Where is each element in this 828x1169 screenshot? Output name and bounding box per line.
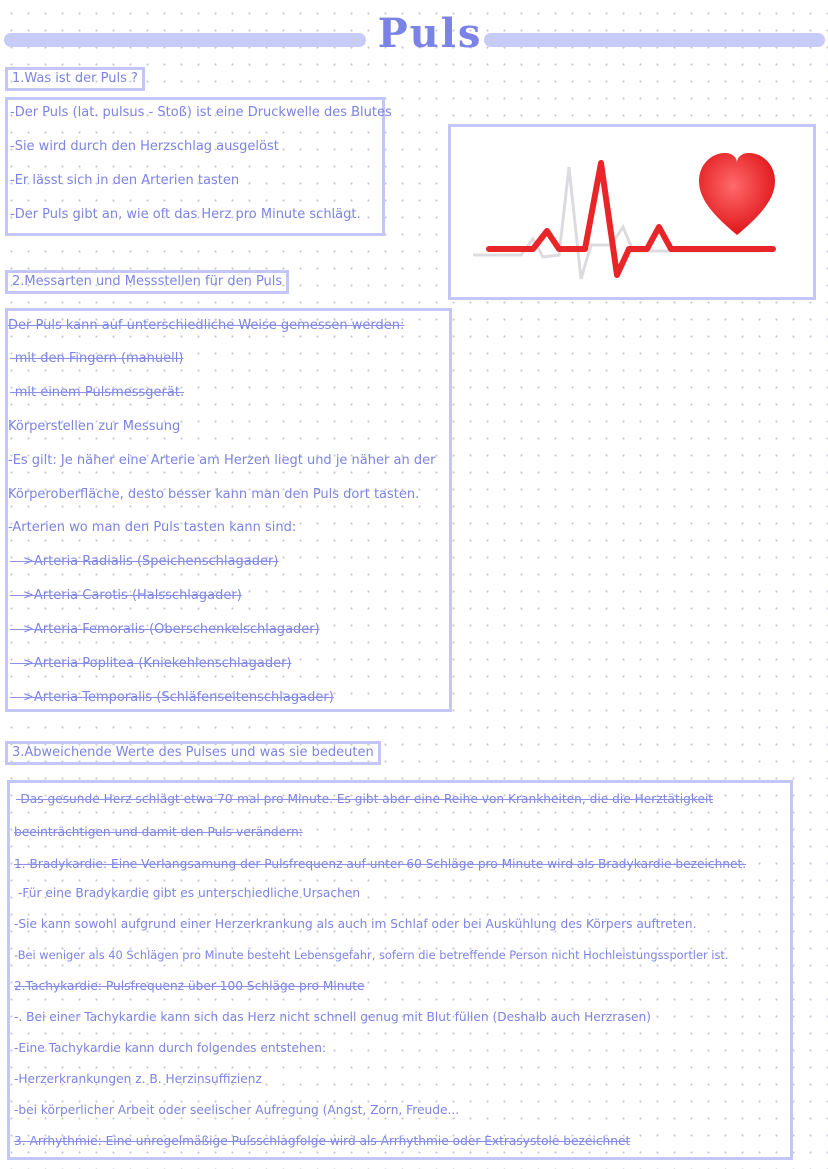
- section2-line: —>Arteria Femoralis (Oberschenkelschlagader): [10, 622, 320, 637]
- section3-heading: 3.Abweichende Werte des Pulses und was sie bedeuten: [5, 741, 381, 765]
- ecg-illustration: [451, 127, 813, 297]
- section2-line: -Arterien wo man den Puls tasten kann sind:: [8, 520, 297, 535]
- section3-line: -. Bei einer Tachykardie kann sich das Herz nicht schnell genug mit Blut füllen (Deshalb auch Herzrasen): [14, 1010, 652, 1024]
- section1-line: -Sie wird durch den Herzschlag ausgelöst: [10, 139, 279, 154]
- section3-line: -Herzerkrankungen z. B. Herzinsuffizienz: [14, 1072, 262, 1086]
- illustration-box: [448, 124, 816, 300]
- page-title: Puls: [377, 10, 483, 57]
- section2-box: [5, 308, 452, 712]
- section2-line: —>Arteria Poplitea (Kniekehlenschlagader): [10, 656, 292, 671]
- section1-line: -Er lässt sich in den Arterien tasten: [10, 173, 240, 188]
- title-bar-left: [4, 33, 366, 47]
- section3-line: -Das gesunde Herz schlägt etwa 70-mal pro Minute. Es gibt aber eine Reihe von Krankheiten, die die Herztätigkeit: [16, 792, 714, 806]
- section3-line: -Bei weniger als 40 Schlägen pro Minute besteht Lebensgefahr, sofern die betreffende Person nicht Hochleistungssportler ist.: [14, 948, 729, 962]
- section1-line: -Der Puls gibt an, wie oft das Herz pro Minute schlägt.: [10, 207, 361, 222]
- title-bar-right: [484, 33, 825, 47]
- heart-icon: [699, 153, 775, 235]
- section2-line: —>Arteria Radialis (Speichenschlagader): [10, 554, 279, 569]
- section2-line: -mit den Fingern (manuell): [10, 351, 184, 366]
- section2-line: -mit einem Pulsmessgerät.: [10, 385, 185, 400]
- section2-line: —>Arteria Temporalis (Schläfenseitenschlagader): [10, 690, 334, 705]
- section3-line: 1. Bradykardie: Eine Verlangsamung der Pulsfrequenz auf unter 60 Schläge pro Minute wird als Bradykardie bezeichnet.: [14, 857, 747, 871]
- section2-line: Der Puls kann auf unterschiedliche Weise gemessen werden:: [8, 318, 405, 333]
- section3-line: -Sie kann sowohl aufgrund einer Herzerkrankung als auch im Schlaf oder bei Auskühlung des Körpers auftreten.: [14, 917, 697, 931]
- section3-line: 2.Tachykardie: Pulsfrequenz über 100 Schläge pro Minute: [14, 979, 365, 993]
- section2-line: Körperstellen zur Messung: [8, 419, 181, 434]
- section1-heading: 1.Was ist der Puls ?: [5, 67, 145, 91]
- section1-line: -Der Puls (lat. pulsus - Stoß) ist eine Druckwelle des Blutes: [10, 105, 392, 120]
- section3-line: beeinträchtigen und damit den Puls verändern:: [14, 825, 303, 839]
- section2-heading: 2.Messarten und Messstellen für den Puls: [5, 270, 289, 294]
- section2-line: Körperoberfläche, desto besser kann man den Puls dort tasten.: [8, 487, 420, 502]
- section3-line: 3. Arrhythmie: Eine unregelmäßige Pulsschlagfolge wird als Arrhythmie oder Extrasystole bezeichnet: [14, 1134, 631, 1148]
- section3-line: -bei körperlicher Arbeit oder seelischer Aufregung (Angst, Zorn, Freude...: [14, 1103, 460, 1117]
- section2-line: -Es gilt: Je näher eine Arterie am Herzen liegt und je näher an der: [8, 453, 436, 468]
- section3-line: -Eine Tachykardie kann durch folgendes entstehen:: [14, 1041, 327, 1055]
- section3-line: -Für eine Bradykardie gibt es unterschiedliche Ursachen: [18, 886, 361, 900]
- section2-line: —>Arteria Carotis (Halsschlagader): [10, 588, 242, 603]
